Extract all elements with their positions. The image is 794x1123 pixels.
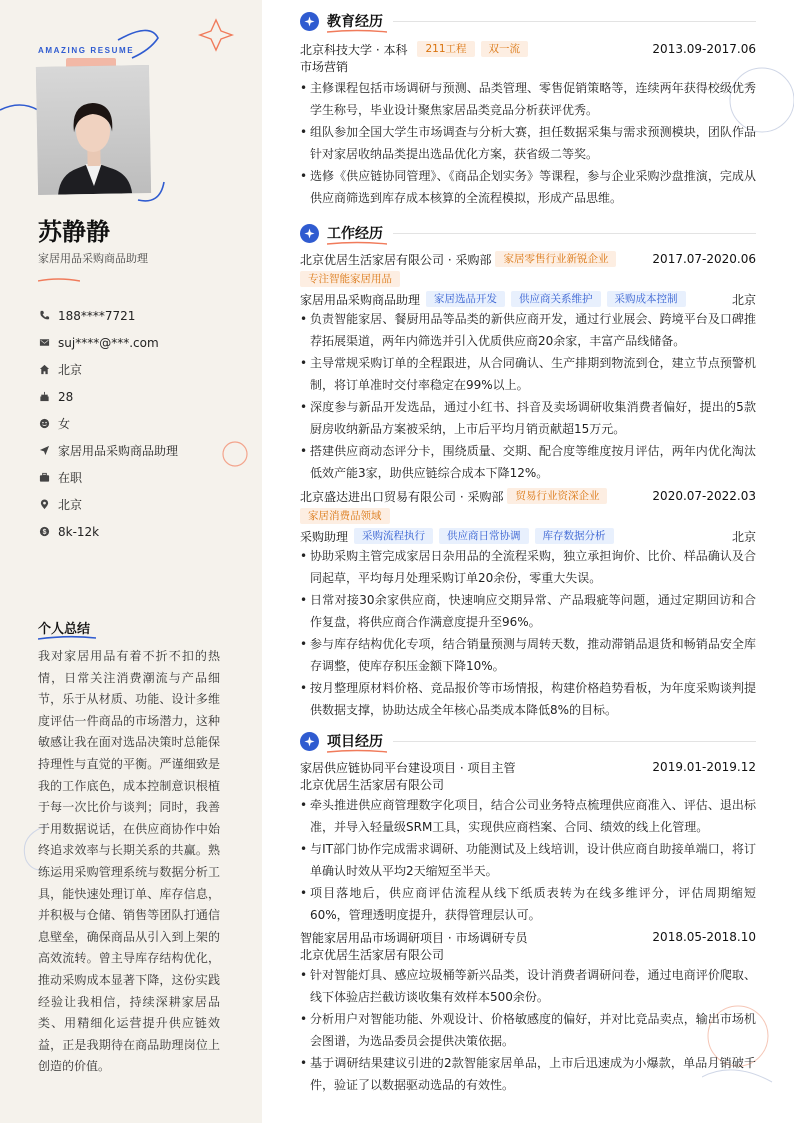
brand-text: AMAZING RESUME: [38, 46, 135, 55]
company-name: 北京盛达进出口贸易有限公司 · 采购部: [300, 489, 504, 504]
job-date: 2017.07-2020.06: [652, 252, 756, 266]
city-text: 北京: [58, 363, 83, 377]
project-date: 2019.01-2019.12: [652, 760, 756, 774]
project-header-row: [300, 928, 756, 946]
education-header-row: [300, 40, 756, 58]
cake-icon: [38, 391, 50, 403]
section-underline: [327, 749, 387, 754]
project-name: 家居供应链协同平台建设项目 · 项目主管: [300, 760, 516, 775]
skill-tag: 供应商关系维护: [511, 291, 601, 307]
work-section: [300, 222, 756, 721]
phone-text: 188****7721: [58, 308, 136, 323]
avatar: [36, 65, 151, 195]
list-item: • 负责智能家居、餐厨用品等品类的新供应商开发，通过行业展会、跨境平台及口碑推荐拓展渠道，两年内筛选并引入优质供应商20余家，丰富产品线储备。: [300, 308, 756, 352]
skill-tag: 采购流程执行: [354, 528, 433, 544]
send-icon: [38, 445, 50, 457]
salary-icon: [38, 526, 50, 538]
school-name: 北京科技大学 · 本科: [300, 42, 408, 57]
list-item: • 牵头推进供应商管理数字化项目，结合公司业务特点梳理供应商准入、评估、退出标准，并导入轻量级SRM工具，实现供应商档案、合同、绩效的线上化管理。: [300, 794, 756, 838]
job-entry: [300, 250, 756, 484]
school-tag: 双一流: [481, 41, 529, 57]
list-item: • 与IT部门协作完成需求调研、功能测试及上线培训，设计供应商自助接单端口，将订单确认时效从平均2天缩短至半天。: [300, 838, 756, 882]
job-date: 2020.07-2022.03: [652, 489, 756, 503]
info-row-city: [38, 356, 248, 383]
position-row: [300, 290, 756, 308]
list-item: • 主导常规采购订单的全程跟进，从合同确认、生产排期到物流到仓，建立节点预警机制，将订单准时交付率稳定在99%以上。: [300, 352, 756, 396]
job-header-row: [300, 487, 756, 505]
job-header-row: [300, 250, 756, 268]
list-item: • 按月整理原材料价格、竞品报价等市场情报，构建价格趋势看板，为年度采购谈判提供数据支撑，协助达成全年核心品类成本降低8%的目标。: [300, 677, 756, 721]
position-name: 采购助理: [300, 529, 349, 544]
job-city: 北京: [731, 292, 756, 307]
position-row: [300, 527, 756, 545]
section-divider: [393, 21, 756, 22]
briefcase-icon: [38, 472, 50, 484]
sidebar: [0, 0, 262, 1123]
status-text: 在职: [58, 471, 83, 485]
info-row-status: [38, 464, 248, 491]
info-row-target-position: [38, 437, 248, 464]
gender-text: 女: [58, 417, 71, 431]
project-name: 智能家居用品市场调研项目 · 市场调研专员: [300, 930, 528, 945]
company-name: 北京优居生活家居有限公司 · 采购部: [300, 252, 492, 267]
list-item: • 选修《供应链协同管理》、《商品企划实务》等课程，参与企业采购沙盘推演，完成从供应商筛选到库存成本核算的全流程模拟，形成产品思维。: [300, 165, 756, 209]
job-city: 北京: [731, 529, 756, 544]
section-header: [300, 222, 756, 244]
list-item: • 基于调研结果建议引进的2款智能家居单品，上市后迅速成为小爆款，单品月销破千件，验证了以数据驱动选品的有效性。: [300, 1052, 756, 1096]
job-bullets: [300, 545, 756, 721]
list-item: • 日常对接30余家供应商，快速响应交期异常、产品瑕疵等问题，通过定期回访和合作复盘，将供应商合作满意度提升至96%。: [300, 589, 756, 633]
project-company: 北京优居生活家居有限公司: [300, 948, 445, 962]
industry-tag: 贸易行业资深企业: [507, 488, 607, 504]
candidate-name: 苏静静: [38, 218, 110, 246]
location-text: 北京: [58, 498, 83, 512]
summary-title: 个人总结: [38, 622, 91, 637]
industry-tag: 专注智能家居用品: [300, 271, 400, 287]
list-item: • 协助采购主管完成家居日杂用品的全流程采购，独立承担询价、比价、样品确认及合同起草，平均每月处理采购订单20余份，零重大失误。: [300, 545, 756, 589]
section-title: 教育经历: [327, 14, 383, 30]
project-bullets: [300, 794, 756, 926]
education-section: [300, 10, 756, 209]
major: 市场营销: [300, 60, 349, 74]
mail-icon: [38, 337, 50, 349]
project-entry: [300, 928, 756, 1096]
job-bullets: [300, 308, 756, 484]
list-item: • 组队参加全国大学生市场调查与分析大赛，担任数据采集与需求预测模块，团队作品针对家居收纳品类提出选品优化方案，获省级二等奖。: [300, 121, 756, 165]
info-row-location: [38, 491, 248, 518]
candidate-title: 家居用品采购商品助理: [38, 252, 148, 265]
section-divider: [393, 741, 756, 742]
info-row-email: [38, 329, 248, 356]
school-tag: 211工程: [417, 41, 474, 57]
list-item: • 参与库存结构优化专项，结合销量预测与周转天数，推动滞销品退货和畅销品安全库存调整，使库存积压金额下降10%。: [300, 633, 756, 677]
skill-tag: 供应商日常协调: [439, 528, 529, 544]
section-header: [300, 10, 756, 32]
list-item: • 项目落地后，供应商评估流程从线下纸质表转为在线多维评分，评估周期缩短60%，管理透明度提升，获得管理层认可。: [300, 882, 756, 926]
skill-tag: 家居选品开发: [426, 291, 505, 307]
section-divider: [393, 233, 756, 234]
location-pin-icon: [38, 499, 50, 511]
list-item: • 搭建供应商动态评分卡，围绕质量、交期、配合度等维度按月评估，两年内优化淘汰低效产能3家，助供应链综合成本下降12%。: [300, 440, 756, 484]
target-position-text: 家居用品采购商品助理: [58, 444, 179, 458]
project-header-row: [300, 758, 756, 776]
contact-info: [38, 302, 248, 545]
section-underline: [327, 29, 387, 34]
main-content: [262, 0, 794, 1123]
section-title: 工作经历: [327, 226, 383, 242]
section-header: [300, 730, 756, 752]
project-entry: [300, 758, 756, 926]
summary-text: 我对家居用品有着不折不扣的热情，日常关注消费潮流与产品细节，乐于从材质、功能、设计多维度评估一件商品的市场潜力，这种敏感让我在面对选品决策时总能保持理性与直觉的平衡。严谨细致是我的工作底色，成本控制意识根植于每一次比价与谈判；同时，我善于用数据说话，在供应商协作中始终追求效率与长期关系的共赢。熟练运用采购管理系统与数据分析工具，能快速处理订单、库存信息，并积极与仓储、销售等团队打通信息壁垒，确保商品从引入到上架的高效流转。曾主导库存结构优化，推动采购成本显著下降，这份实践经验让我相信，持续深耕家居品类、用精细化运营提升供应链效益，正是我期待在商品助理岗位上创造的价值。: [38, 649, 220, 1074]
home-icon: [38, 364, 50, 376]
project-date: 2018.05-2018.10: [652, 930, 756, 944]
svg-text:$: $: [42, 529, 46, 537]
summary-underline: [38, 635, 96, 641]
phone-icon: [38, 310, 50, 322]
project-company: 北京优居生活家居有限公司: [300, 778, 445, 792]
education-date: 2013.09-2017.06: [652, 42, 756, 56]
education-bullets: [300, 77, 756, 209]
list-item: • 分析用户对智能功能、外观设计、价格敏感度的偏好，并对比竞品卖点，输出市场机会图谱，为选品委员会提供决策依据。: [300, 1008, 756, 1052]
section-underline: [327, 241, 387, 246]
sparkle-icon: [300, 224, 319, 243]
sparkle-icon: [300, 12, 319, 31]
info-row-gender: [38, 410, 248, 437]
list-item: • 深度参与新品开发选品，通过小红书、抖音及卖场调研收集消费者偏好，提出的5款厨房收纳新品方案被采纳，上市后平均月销贡献超15万元。: [300, 396, 756, 440]
info-row-phone: [38, 302, 248, 329]
job-entry: [300, 487, 756, 721]
skill-tag: 库存数据分析: [535, 528, 614, 544]
age-text: 28: [58, 389, 74, 404]
project-bullets: [300, 964, 756, 1096]
email-text: suj****@***.com: [58, 335, 159, 350]
name-underline: [38, 278, 80, 282]
gender-icon: [38, 418, 50, 430]
salary-text: 8k-12k: [58, 524, 100, 539]
skill-tag: 采购成本控制: [607, 291, 686, 307]
projects-section: [300, 730, 756, 1096]
list-item: • 针对智能灯具、感应垃圾桶等新兴品类，设计消费者调研问卷，通过电商评价爬取、线下体验店拦截访谈收集有效样本500余份。: [300, 964, 756, 1008]
info-row-age: [38, 383, 248, 410]
sparkle-icon: [300, 732, 319, 751]
section-title: 项目经历: [327, 734, 383, 750]
industry-tag: 家居零售行业新锐企业: [495, 251, 616, 267]
info-row-salary: [38, 518, 248, 545]
position-name: 家居用品采购商品助理: [300, 292, 421, 307]
list-item: • 主修课程包括市场调研与预测、品类管理、零售促销策略等，连续两年获得校级优秀学生称号，毕业设计聚焦家居品类竞品分析获评优秀。: [300, 77, 756, 121]
industry-tag: 家居消费品领域: [300, 508, 390, 524]
